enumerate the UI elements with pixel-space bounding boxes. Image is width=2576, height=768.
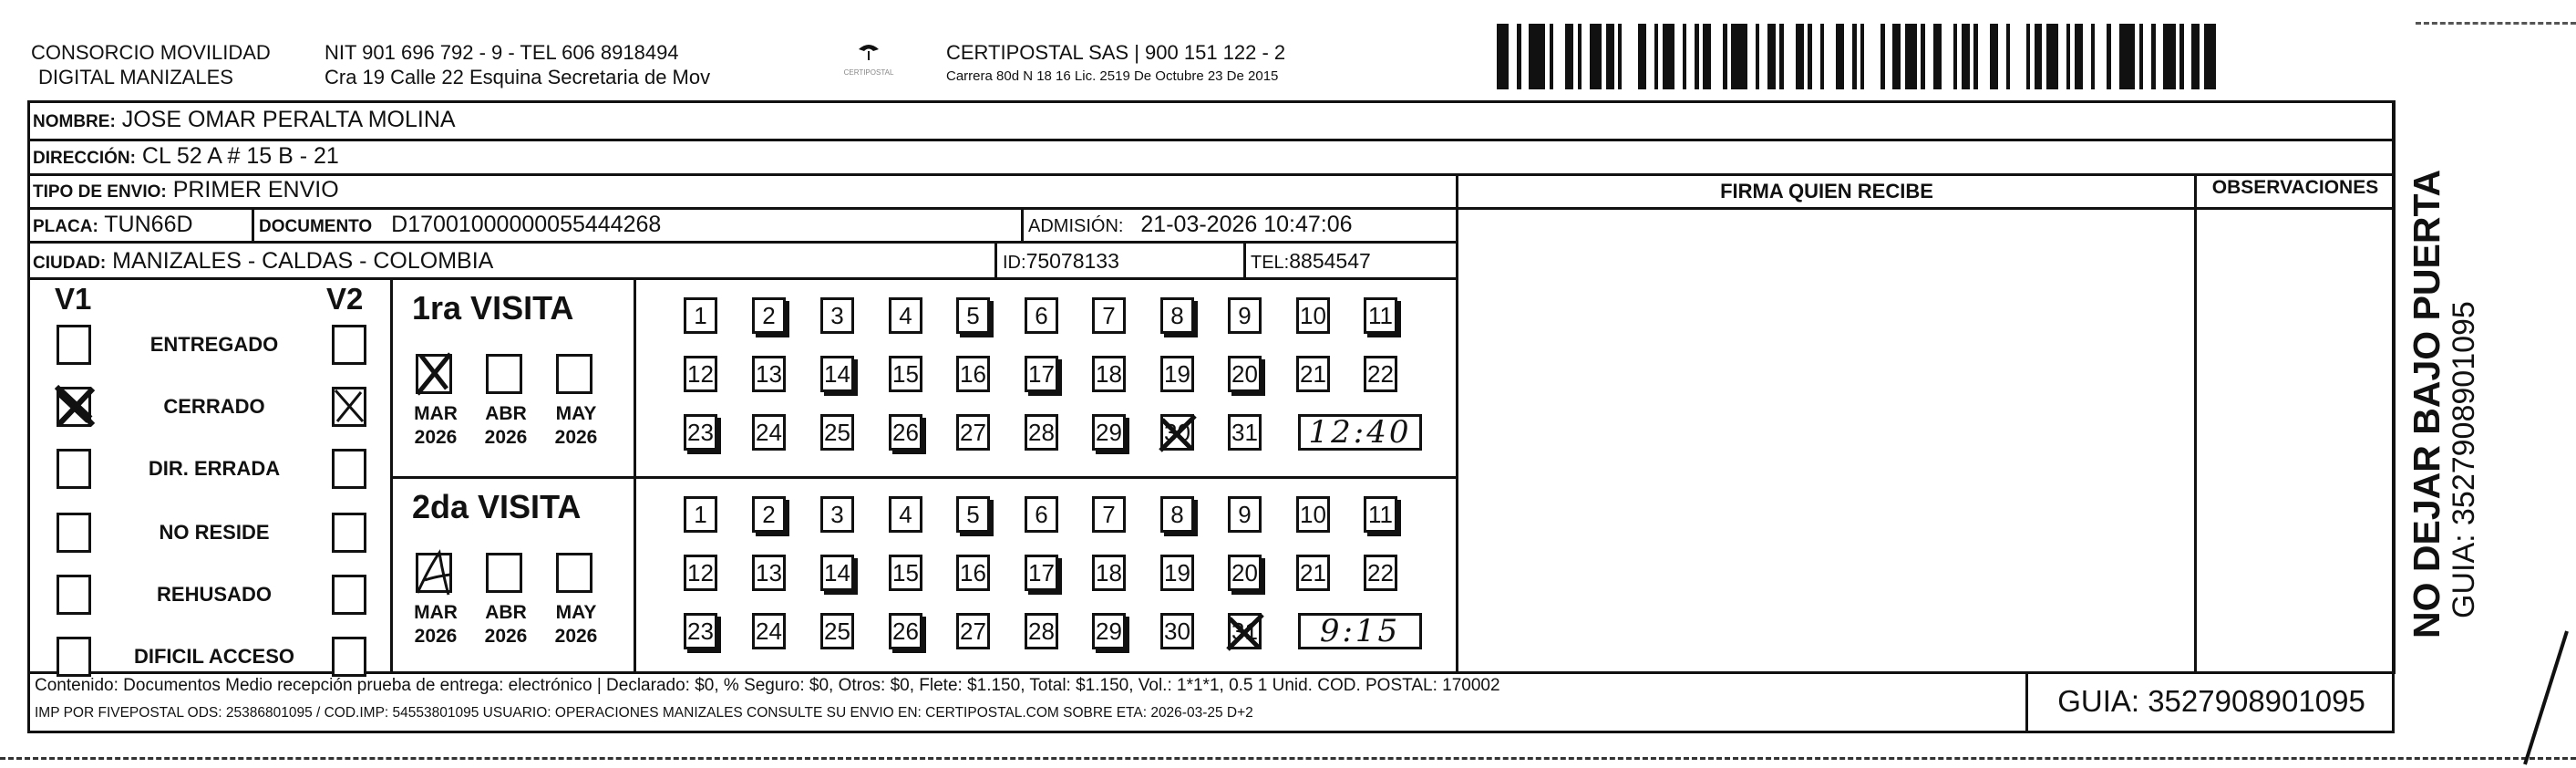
barcode-bar <box>2075 24 2083 89</box>
day-checkbox[interactable]: 16 <box>956 555 990 591</box>
day-checkbox[interactable]: 17 <box>1025 555 1058 591</box>
documento-value: D17001000000055444268 <box>391 212 662 237</box>
field-tel <box>1251 247 1371 276</box>
barcode-bar <box>2083 24 2091 89</box>
day-mark-icon <box>1222 609 1268 655</box>
divider-status <box>390 277 393 673</box>
barcode-bar <box>1824 24 1836 89</box>
v1-checkbox[interactable] <box>57 513 91 553</box>
day-checkbox[interactable]: 18 <box>1092 555 1126 591</box>
barcode-bar <box>2010 24 2026 89</box>
divider-placa <box>252 207 254 243</box>
v2-checkbox[interactable] <box>332 449 366 489</box>
day-checkbox[interactable]: 3 <box>820 496 854 533</box>
day-checkbox[interactable]: 7 <box>1092 297 1126 334</box>
barcode-bar <box>1767 24 1776 89</box>
year-label: 2026 <box>484 427 528 448</box>
day-checkbox[interactable]: 6 <box>1025 297 1058 334</box>
placa-value: TUN66D <box>104 212 193 237</box>
barcode-bar <box>1747 24 1756 89</box>
company-line-1: CONSORCIO MOVILIDAD <box>31 41 271 64</box>
barcode-bar <box>2095 24 2107 89</box>
fold-mark-icon <box>2516 629 2571 766</box>
day-checkbox[interactable]: 16 <box>956 356 990 392</box>
field-placa <box>33 211 193 241</box>
ciudad-value: MANIZALES - CALDAS - COLOMBIA <box>112 248 494 274</box>
barcode-bar <box>1812 24 1820 89</box>
direccion-label: DIRECCIÓN: <box>33 149 136 168</box>
day-checkbox[interactable]: 14 <box>820 356 854 392</box>
divider-admision <box>1021 207 1024 243</box>
id-value: 75078133 <box>1025 249 1119 273</box>
documento-label: DOCUMENTO <box>259 217 373 236</box>
divider-tel <box>1243 241 1246 279</box>
status-label: REHUSADO <box>157 583 272 606</box>
divider-visit-labels <box>634 277 636 673</box>
field-direccion <box>33 142 339 172</box>
status-label: ENTREGADO <box>149 333 279 356</box>
barcode-bar <box>1978 24 1990 89</box>
carrier-info <box>946 40 1285 85</box>
footer-imp-line: IMP POR FIVEPOSTAL ODS: 25386801095 / COD.IMP: 54553801095 USUARIO: OPERACIONES MANIZALES CONSULTE SU ENVIO EN: CERTIPOSTAL.COM SOBRE ETA: 2026-03-25 D+2 <box>35 705 1253 721</box>
visit-time-field[interactable]: 12:40 <box>1298 414 1422 451</box>
day-checkbox[interactable]: 28 <box>1025 414 1058 451</box>
v1-checkbox[interactable] <box>57 449 91 489</box>
day-checkbox[interactable]: 8 <box>1160 297 1194 334</box>
day-checkbox[interactable]: 1 <box>684 297 717 334</box>
day-checkbox[interactable]: 28 <box>1025 613 1058 649</box>
v2-checkbox[interactable] <box>332 513 366 553</box>
day-checkbox[interactable]: 30 <box>1160 613 1194 649</box>
barcode-bar <box>1731 24 1747 89</box>
field-admision <box>1028 211 1353 240</box>
day-checkbox[interactable]: 19 <box>1160 356 1194 392</box>
day-checkbox[interactable]: 15 <box>889 555 922 591</box>
day-checkbox[interactable]: 24 <box>752 414 786 451</box>
day-checkbox[interactable]: 14 <box>820 555 854 591</box>
footer-contenido: Contenido: Documentos Medio recepción prueba de entrega: electrónico | Declarado: $0, % Seguro: $0, Otros: $0, Flete: $1.150, Total: $1.150, Vol.: 1*1*1, 0.5 1 Unid. COD. POSTAL: 170002 <box>35 676 1500 695</box>
firma-header: FIRMA QUIEN RECIBE <box>1720 180 1933 202</box>
cut-line-top-right <box>2416 22 2576 25</box>
rule-tipo <box>27 207 1458 210</box>
nombre-value: JOSE OMAR PERALTA MOLINA <box>121 107 456 132</box>
observations-area[interactable] <box>2198 211 2392 670</box>
barcode-bar <box>1646 24 1654 89</box>
barcode <box>1497 24 2221 89</box>
day-checkbox[interactable]: 19 <box>1160 555 1194 591</box>
month-label: MAY <box>555 602 597 623</box>
day-checkbox[interactable]: 5 <box>956 297 990 334</box>
divider-observaciones <box>2194 173 2197 673</box>
day-checkbox[interactable]: 29 <box>1092 414 1126 451</box>
field-id <box>1003 247 1119 276</box>
admision-value: 21-03-2026 10:47:06 <box>1140 212 1353 237</box>
day-checkbox[interactable]: 23 <box>684 414 717 451</box>
company-name <box>31 40 271 89</box>
barcode-bar <box>2216 24 2220 89</box>
day-checkbox[interactable]: 7 <box>1092 496 1126 533</box>
nit-line: NIT 901 696 792 - 9 - TEL 606 8918494 <box>325 41 679 64</box>
barcode-bar <box>1606 24 1614 89</box>
barcode-bar <box>1497 24 1509 89</box>
month-mark-icon <box>412 348 463 400</box>
v1-checkbox[interactable] <box>57 575 91 615</box>
status-label: NO RESIDE <box>159 521 270 544</box>
barcode-bar <box>1759 24 1767 89</box>
day-checkbox[interactable]: 26 <box>889 414 922 451</box>
v1-check-mark-icon <box>53 383 97 429</box>
day-checkbox[interactable]: 12 <box>684 555 717 591</box>
day-checkbox[interactable]: 29 <box>1092 613 1126 649</box>
barcode-bar <box>1565 24 1573 89</box>
day-checkbox[interactable]: 9 <box>1228 496 1262 533</box>
barcode-bar <box>1796 24 1804 89</box>
no-dejar-notice: NO DEJAR BAJO PUERTA <box>2406 169 2447 638</box>
company-line-2: DIGITAL MANIZALES <box>38 66 233 88</box>
company-contact <box>325 40 710 89</box>
barcode-bar <box>1836 24 1844 89</box>
day-checkbox[interactable]: 21 <box>1296 356 1330 392</box>
year-label: 2026 <box>554 626 598 647</box>
day-checkbox[interactable]: 22 <box>1364 555 1397 591</box>
barcode-bar <box>1784 24 1796 89</box>
barcode-bar <box>1590 24 1602 89</box>
barcode-bar <box>1622 24 1638 89</box>
barcode-bar <box>1638 24 1646 89</box>
field-documento <box>259 211 661 241</box>
barcode-bar <box>1864 24 1880 89</box>
divider-footer-guia <box>2025 671 2028 733</box>
day-checkbox[interactable]: 4 <box>889 297 922 334</box>
cut-line-bottom <box>0 757 2576 760</box>
day-checkbox[interactable]: 20 <box>1228 555 1262 591</box>
address-line: Cra 19 Calle 22 Esquina Secretaria de Mov <box>325 66 711 88</box>
v2-header: V2 <box>326 282 364 316</box>
carrier-line-1: CERTIPOSTAL SAS | 900 151 122 - 2 <box>946 41 1286 64</box>
tipo-value: PRIMER ENVIO <box>172 177 339 202</box>
barcode-bar <box>1905 24 1917 89</box>
barcode-bar <box>1674 24 1683 89</box>
barcode-bar <box>1703 24 1711 89</box>
barcode-bar <box>1933 24 1942 89</box>
barcode-bar <box>2058 24 2066 89</box>
day-checkbox[interactable]: 13 <box>752 356 786 392</box>
barcode-bar <box>2046 24 2058 89</box>
field-ciudad <box>33 247 493 277</box>
divider-id <box>994 241 997 279</box>
day-checkbox[interactable]: 13 <box>752 555 786 591</box>
month-label: ABR <box>485 403 527 424</box>
barcode-bar <box>1885 24 1893 89</box>
month-checkbox[interactable] <box>556 553 592 593</box>
barcode-bar <box>1582 24 1590 89</box>
status-label: CERRADO <box>163 395 265 418</box>
day-checkbox[interactable]: 1 <box>684 496 717 533</box>
ciudad-label: CIUDAD: <box>33 254 107 273</box>
nombre-label: NOMBRE: <box>33 112 116 131</box>
month-checkbox[interactable] <box>486 354 522 394</box>
barcode-bar <box>2035 24 2043 89</box>
tel-label: TEL: <box>1251 253 1290 273</box>
tel-value: 8854547 <box>1289 249 1371 273</box>
year-label: 2026 <box>484 626 528 647</box>
divider-firma <box>1456 173 1458 673</box>
day-checkbox[interactable]: 15 <box>889 356 922 392</box>
month-mark-icon <box>412 547 463 598</box>
day-checkbox[interactable]: 24 <box>752 613 786 649</box>
day-checkbox[interactable]: 30 <box>1160 414 1194 451</box>
year-label: 2026 <box>554 427 598 448</box>
day-checkbox[interactable]: 22 <box>1364 356 1397 392</box>
barcode-bar <box>2143 24 2151 89</box>
day-checkbox[interactable]: 17 <box>1025 356 1058 392</box>
status-label: DIFICIL ACCESO <box>133 645 294 668</box>
visit-title: 2da VISITA <box>412 488 582 525</box>
day-checkbox[interactable]: 25 <box>820 613 854 649</box>
rule-direccion <box>27 173 2396 176</box>
day-checkbox[interactable]: 3 <box>820 297 854 334</box>
logo-text: CERTIPOSTAL <box>843 68 894 77</box>
barcode-bar <box>2156 24 2164 89</box>
barcode-bar <box>1925 24 1933 89</box>
barcode-bar <box>1892 24 1901 89</box>
month-label: MAR <box>414 403 458 424</box>
tipo-label: TIPO DE ENVIO: <box>33 182 167 202</box>
barcode-bar <box>2184 24 2192 89</box>
barcode-bar <box>1962 24 1970 89</box>
year-label: 2026 <box>414 626 458 647</box>
v1-checkbox[interactable] <box>57 325 91 365</box>
barcode-bar <box>1942 24 1953 89</box>
admision-label: ADMISIÓN: <box>1028 216 1124 236</box>
barcode-bar <box>2204 24 2216 89</box>
barcode-bar <box>1990 24 1998 89</box>
direccion-value: CL 52 A # 15 B - 21 <box>141 143 339 169</box>
day-checkbox[interactable]: 10 <box>1296 496 1330 533</box>
v2-checkbox[interactable] <box>332 637 366 677</box>
logo-icon <box>855 42 882 64</box>
barcode-bar <box>2163 24 2175 89</box>
v2-checkbox[interactable] <box>332 575 366 615</box>
barcode-bar <box>1521 24 1530 89</box>
barcode-bar <box>1509 24 1517 89</box>
day-checkbox[interactable]: 9 <box>1228 297 1262 334</box>
month-label: MAR <box>414 602 458 623</box>
month-label: ABR <box>485 602 527 623</box>
rule-col-headers <box>1456 207 2395 210</box>
barcode-bar <box>1553 24 1565 89</box>
id-label: ID: <box>1003 253 1026 273</box>
barcode-bar <box>2111 24 2119 89</box>
v2-checkbox[interactable] <box>332 325 366 365</box>
day-checkbox[interactable]: 27 <box>956 414 990 451</box>
barcode-bar <box>1844 24 1852 89</box>
barcode-bar <box>1711 24 1723 89</box>
day-checkbox[interactable]: 11 <box>1364 297 1397 334</box>
signature-area[interactable] <box>1459 211 2193 670</box>
day-checkbox[interactable]: 2 <box>752 496 786 533</box>
year-label: 2026 <box>414 427 458 448</box>
day-checkbox[interactable]: 26 <box>889 613 922 649</box>
v1-checkbox[interactable] <box>57 637 91 677</box>
v2-check-mark-icon <box>330 385 368 427</box>
month-checkbox[interactable] <box>556 354 592 394</box>
month-label: MAY <box>555 403 597 424</box>
day-checkbox[interactable]: 6 <box>1025 496 1058 533</box>
barcode-bar <box>1663 24 1674 89</box>
side-guia: GUIA: 3527908901095 <box>2447 301 2481 618</box>
barcode-bar <box>1998 24 2006 89</box>
placa-label: PLACA: <box>33 217 98 236</box>
day-checkbox[interactable]: 10 <box>1296 297 1330 334</box>
day-checkbox[interactable]: 31 <box>1228 414 1262 451</box>
month-checkbox[interactable] <box>486 553 522 593</box>
barcode-bar <box>1529 24 1545 89</box>
day-checkbox[interactable]: 11 <box>1364 496 1397 533</box>
day-checkbox[interactable]: 2 <box>752 297 786 334</box>
rule-nombre <box>27 139 2396 141</box>
barcode-bar <box>2191 24 2200 89</box>
footer-guia: GUIA: 3527908901095 <box>2057 684 2365 718</box>
day-checkbox[interactable]: 25 <box>820 414 854 451</box>
side-notice-block <box>2406 91 2481 638</box>
visit-time-field[interactable]: 9:15 <box>1298 613 1422 649</box>
rule-footer <box>27 671 2396 674</box>
day-checkbox[interactable]: 12 <box>684 356 717 392</box>
day-checkbox[interactable]: 5 <box>956 496 990 533</box>
certipostal-logo <box>837 42 901 78</box>
v1-header: V1 <box>55 282 92 316</box>
barcode-bar <box>1686 24 1695 89</box>
day-checkbox[interactable]: 23 <box>684 613 717 649</box>
carrier-line-2: Carrera 80d N 18 16 Lic. 2519 De Octubre 23 De 2015 <box>946 68 1279 84</box>
field-tipo <box>33 176 339 206</box>
status-label: DIR. ERRADA <box>148 457 281 480</box>
day-checkbox[interactable]: 8 <box>1160 496 1194 533</box>
visit-title: 1ra VISITA <box>412 289 574 327</box>
day-checkbox[interactable]: 31 <box>1228 613 1262 649</box>
day-checkbox[interactable]: 27 <box>956 613 990 649</box>
day-checkbox[interactable]: 18 <box>1092 356 1126 392</box>
day-checkbox[interactable]: 21 <box>1296 555 1330 591</box>
observaciones-header: OBSERVACIONES <box>2211 177 2379 198</box>
divider-visits <box>390 476 1457 479</box>
field-nombre <box>33 106 456 136</box>
day-checkbox[interactable]: 20 <box>1228 356 1262 392</box>
barcode-bar <box>2119 24 2136 89</box>
day-checkbox[interactable]: 4 <box>889 496 922 533</box>
day-mark-icon <box>1155 410 1200 456</box>
